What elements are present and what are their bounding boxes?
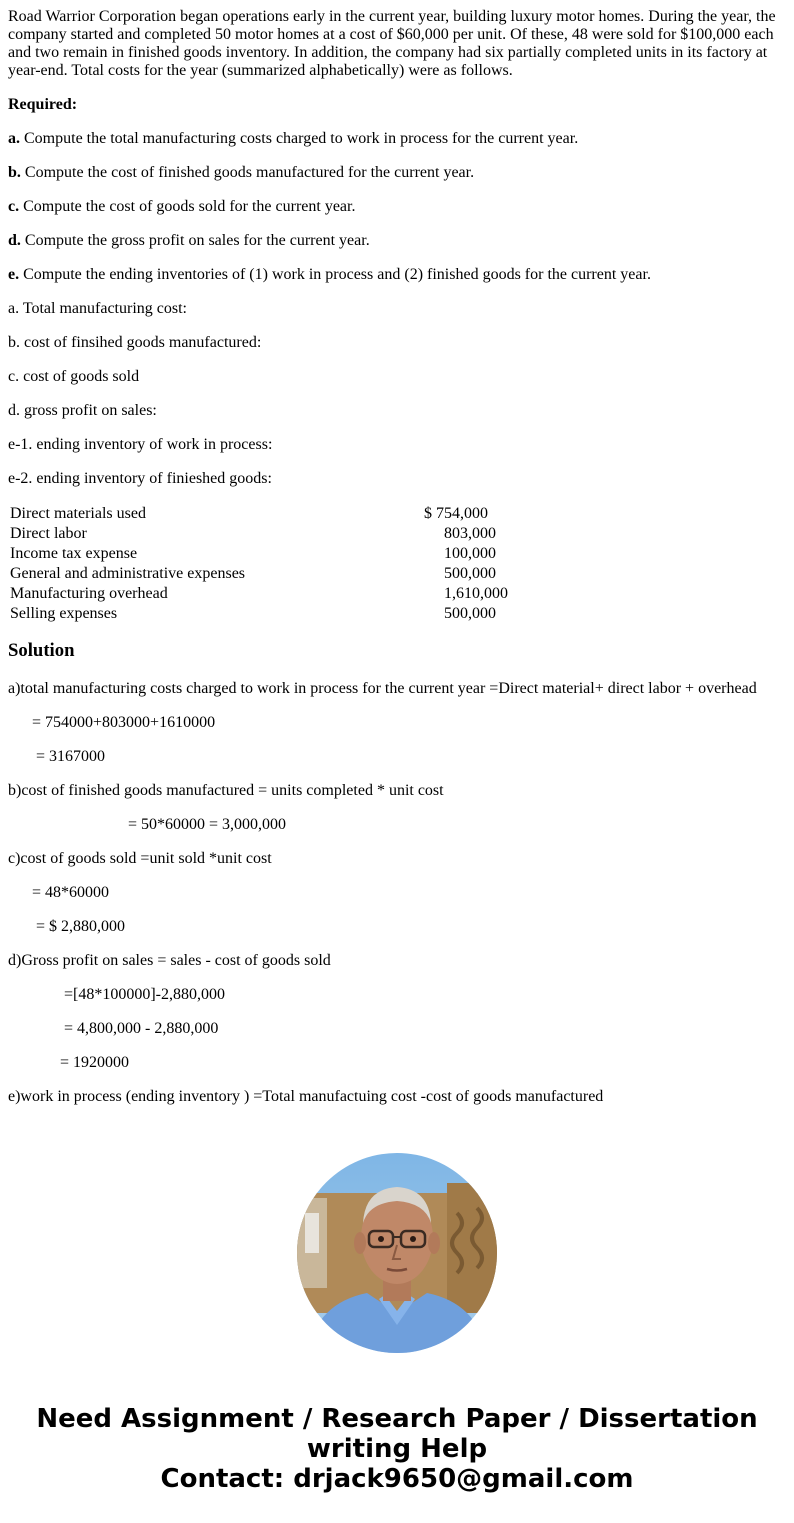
cost-label: General and administrative expenses <box>10 565 246 582</box>
cost-amount: 1,610,000 <box>444 585 508 602</box>
question-c: c. Compute the cost of goods sold for the current year. <box>8 198 356 215</box>
solution-line: e)work in process (ending inventory ) =Total manufactuing cost -cost of goods manufactured <box>8 1088 604 1105</box>
solution-line: = $ 2,880,000 <box>8 918 126 935</box>
table-row <box>8 584 510 604</box>
answer-line-d: d. gross profit on sales: <box>8 402 157 419</box>
cost-amount: 500,000 <box>444 565 496 582</box>
solution-line: = 1920000 <box>8 1054 130 1071</box>
answer-line-a: a. Total manufacturing cost: <box>8 300 187 317</box>
solution-line: b)cost of finished goods manufactured = units completed * unit cost <box>8 782 444 799</box>
cost-label: Direct labor <box>10 525 87 542</box>
portrait-photo <box>297 1153 497 1353</box>
table-row <box>8 504 510 524</box>
problem-intro: Road Warrior Corporation began operations early in the current year, building luxury motor homes. During the year, the company started and completed 50 motor homes at a cost of $60,000 per unit. Of these, 48 were sold for $100,000 each and two remain in finished goods inventory. In addition, the company had six partially completed units in its factory at year-end. Total costs for the year (summarized alphabetically) were as follows. <box>8 8 776 79</box>
promo-banner <box>0 1404 794 1494</box>
promo-line: Need Assignment / Research Paper / Dissertation <box>36 1404 758 1434</box>
solution-line: c)cost of goods sold =unit sold *unit cost <box>8 850 272 867</box>
answer-line-c: c. cost of goods sold <box>8 368 140 385</box>
table-row <box>8 544 510 564</box>
cost-label: Manufacturing overhead <box>10 585 168 602</box>
solution-heading: Solution <box>8 640 75 661</box>
solution-line: = 4,800,000 - 2,880,000 <box>8 1020 219 1037</box>
promo-contact: Contact: drjack9650@gmail.com <box>160 1464 634 1494</box>
cost-table <box>8 504 510 624</box>
answer-line-e1: e-1. ending inventory of work in process: <box>8 436 273 453</box>
answer-line-e2: e-2. ending inventory of finieshed goods: <box>8 470 272 487</box>
solution-line: = 50*60000 = 3,000,000 <box>8 816 287 833</box>
promo-line: writing Help <box>306 1434 488 1464</box>
question-a: a. Compute the total manufacturing costs charged to work in process for the current year. <box>8 130 579 147</box>
question-b: b. Compute the cost of finished goods manufactured for the current year. <box>8 164 475 181</box>
solution-line: = 48*60000 <box>8 884 110 901</box>
cost-amount: 100,000 <box>444 545 496 562</box>
table-row <box>8 524 510 544</box>
cost-amount: $ 754,000 <box>424 505 488 522</box>
solution-line: =[48*100000]-2,880,000 <box>8 986 226 1003</box>
solution-line: = 3167000 <box>8 748 106 765</box>
cost-label: Selling expenses <box>10 605 118 622</box>
solution-line: a)total manufacturing costs charged to work in process for the current year =Direct material+ direct labor + overhead <box>8 680 757 697</box>
cost-label: Income tax expense <box>10 545 138 562</box>
table-row <box>8 564 510 584</box>
cost-amount: 803,000 <box>444 525 496 542</box>
question-d: d. Compute the gross profit on sales for the current year. <box>8 232 370 249</box>
author-avatar <box>297 1153 497 1353</box>
solution-line: = 754000+803000+1610000 <box>8 714 216 731</box>
answer-line-b: b. cost of finsihed goods manufactured: <box>8 334 262 351</box>
table-row <box>8 604 510 624</box>
required-heading: Required: <box>8 96 78 113</box>
cost-amount: 500,000 <box>444 605 496 622</box>
question-e: e. Compute the ending inventories of (1) work in process and (2) finished goods for the current year. <box>8 266 651 283</box>
cost-label: Direct materials used <box>10 505 146 522</box>
solution-line: d)Gross profit on sales = sales - cost of goods sold <box>8 952 331 969</box>
